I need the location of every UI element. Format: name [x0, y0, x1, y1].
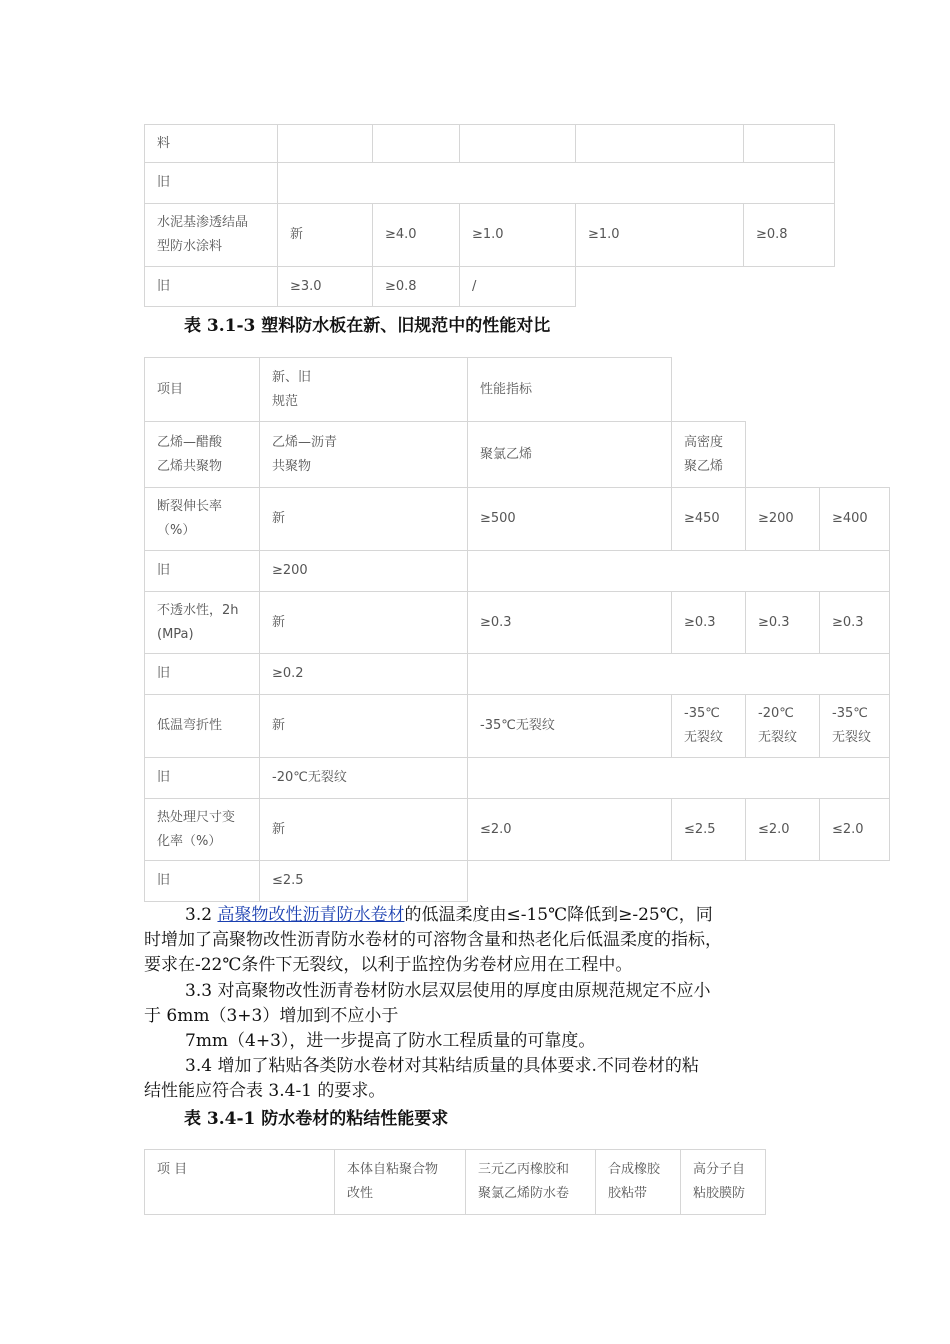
table-cell: -35℃ 无裂纹	[819, 694, 890, 758]
table-3-title: 表 3.4-1 防水卷材的粘结性能要求	[184, 1109, 449, 1129]
table-cell: -35℃无裂纹	[467, 694, 672, 758]
table-cell: ≤2.0	[467, 798, 672, 861]
table-cell	[467, 653, 890, 695]
table-cell: ≥400	[819, 487, 890, 551]
table-cell: 新	[259, 694, 468, 758]
table-cell: 新	[259, 591, 468, 654]
table-header-cell: 高密度 聚乙烯	[671, 421, 746, 488]
table-2-title: 表 3.1-3 塑料防水板在新、旧规范中的性能对比	[184, 316, 551, 336]
table-cell	[277, 124, 373, 163]
table-cell: ≥0.3	[745, 591, 820, 654]
table-header-cell: 乙烯—沥青 共聚物	[259, 421, 468, 488]
table-cell: ≥0.2	[259, 653, 468, 695]
table-cell: 旧	[144, 653, 260, 695]
table-cell: ≥200	[745, 487, 820, 551]
table-cell: -20℃ 无裂纹	[745, 694, 820, 758]
table-cell: 旧	[144, 860, 260, 902]
table-cell: 旧	[144, 266, 278, 307]
table-cell: 水泥基渗透结晶 型防水涂料	[144, 203, 278, 267]
table-cell	[575, 124, 744, 163]
table-cell: 旧	[144, 757, 260, 799]
table-cell: 新	[277, 203, 373, 267]
table-cell: ≥0.3	[819, 591, 890, 654]
table-cell: -20℃无裂纹	[259, 757, 468, 799]
table-header-cell: 性能指标	[467, 357, 672, 422]
table-cell: 旧	[144, 550, 260, 592]
table-header-cell: 三元乙丙橡胶和 聚氯乙烯防水卷	[465, 1149, 596, 1215]
table-cell: 不透水性，2h (MPa)	[144, 591, 260, 654]
table-cell: ≤2.5	[671, 798, 746, 861]
paragraph-3-3: 3.3 对高聚物改性沥青卷材防水层双层使用的厚度由原规范规定不应小 于 6mm（3+3）增加到不应小于 7mm（4+3），进一步提高了防水工程质量的可靠度。	[144, 981, 711, 1051]
table-header-cell: 本体自粘聚合物 改性	[334, 1149, 466, 1215]
table-cell: ≥0.8	[372, 266, 460, 307]
table-cell	[743, 124, 835, 163]
table-cell: 热处理尺寸变 化率（%）	[144, 798, 260, 861]
table-cell: ≤2.5	[259, 860, 468, 902]
table-cell: 断裂伸长率 （%）	[144, 487, 260, 551]
table-cell: ≥0.3	[671, 591, 746, 654]
table-cell	[467, 757, 890, 799]
table-cell: 新	[259, 798, 468, 861]
table-cell: /	[459, 266, 576, 307]
table-cell: 新	[259, 487, 468, 551]
paragraph-3-4: 3.4 增加了粘贴各类防水卷材对其粘结质量的具体要求.不同卷材的粘 结性能应符合表 3.4-1 的要求。	[144, 1056, 699, 1101]
table-cell: ≥450	[671, 487, 746, 551]
table-cell: ≥1.0	[575, 203, 744, 267]
table-cell: ≥3.0	[277, 266, 373, 307]
table-cell	[277, 162, 835, 204]
table-header-cell: 合成橡胶 胶粘带	[595, 1149, 681, 1215]
table-cell: ≥4.0	[372, 203, 460, 267]
table-cell: ≥0.3	[467, 591, 672, 654]
table-header-cell: 项目	[144, 357, 260, 422]
table-cell: -35℃ 无裂纹	[671, 694, 746, 758]
table-cell: ≤2.0	[819, 798, 890, 861]
table-cell: ≤2.0	[745, 798, 820, 861]
table-cell	[459, 124, 576, 163]
table-cell: 旧	[144, 162, 278, 204]
table-header-cell: 高分子自 粘胶膜防	[680, 1149, 766, 1215]
table-header-cell: 项 目	[144, 1149, 335, 1215]
table-cell: 低温弯折性	[144, 694, 260, 758]
link-polymer-modified-asphalt-membrane[interactable]: 高聚物改性沥青防水卷材	[217, 905, 405, 925]
table-header-cell: 新、旧 规范	[259, 357, 468, 422]
table-header-cell: 乙烯—醋酸 乙烯共聚物	[144, 421, 260, 488]
table-cell: ≥1.0	[459, 203, 576, 267]
section-number: 3.2	[185, 905, 218, 925]
table-cell: ≥0.8	[743, 203, 835, 267]
table-header-cell: 聚氯乙烯	[467, 421, 672, 488]
table-cell: 料	[144, 124, 278, 163]
paragraph-3-2: 3.2 高聚物改性沥青防水卷材的低温柔度由≤-15℃降低到≥-25℃，同 时增加了高聚物改性沥青防水卷材的可溶物含量和热老化后低温柔度的指标， 要求在-22℃条件下无裂纹，以利于监控伪劣卷材应用在工程中。	[144, 905, 722, 975]
table-cell	[372, 124, 460, 163]
table-cell	[467, 550, 890, 592]
table-cell: ≥500	[467, 487, 672, 551]
table-cell: ≥200	[259, 550, 468, 592]
